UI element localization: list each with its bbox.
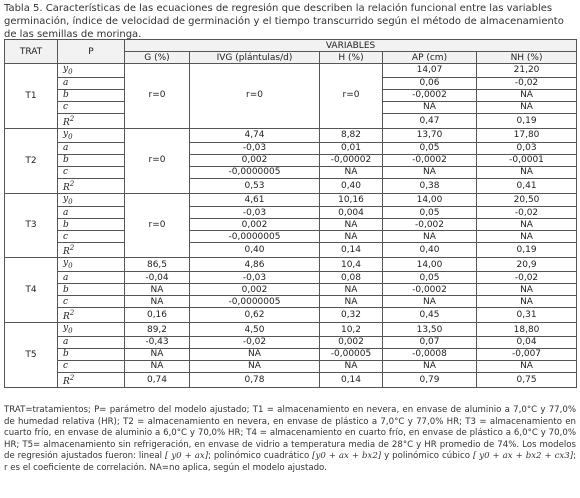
value-cell: 0,53 [190,178,320,193]
value-cell: -0,007 [477,348,577,360]
value-cell [190,113,320,128]
table-row [5,272,577,284]
value-cell: 0,002 [190,154,320,166]
param-cell: b [58,89,125,101]
param-cell: b [58,348,125,360]
value-cell: 0,74 [125,372,190,387]
value-cell: 10,16 [320,193,383,207]
value-cell: NA [477,360,577,372]
value-cell: 0,002 [190,219,320,231]
value-cell [125,178,190,193]
param-cell: c [58,166,125,178]
table-row [5,296,577,308]
value-cell [190,77,320,89]
trat-cell: T4 [5,258,58,323]
table-row [5,166,577,178]
value-cell: -0,0002 [383,154,477,166]
value-cell: NA [190,348,320,360]
table-row [5,77,577,89]
value-cell [125,77,190,89]
value-cell: 14,07 [383,64,477,78]
value-cell: 10,2 [320,323,383,337]
footnote-text-b: ; polinómico cuadrático [208,451,310,462]
value-cell: 0,002 [190,284,320,296]
value-cell: NA [477,166,577,178]
footnote-text-c: y polinómico cúbico [381,451,470,462]
value-cell: NA [383,231,477,243]
value-cell: -0,0008 [383,348,477,360]
value-cell: -0,0002 [383,89,477,101]
param-cell: $y_0$ [58,64,125,78]
table-row [5,284,577,296]
value-cell [190,101,320,113]
value-cell: NA [125,348,190,360]
table-body [5,64,577,388]
value-cell: NA [383,101,477,113]
table-row [5,64,577,78]
value-cell: NA [320,296,383,308]
param-cell: $R^2$ [58,113,125,128]
value-cell [125,101,190,113]
param-cell: c [58,231,125,243]
param-cell: c [58,360,125,372]
param-cell: $y_0$ [58,193,125,207]
param-cell: b [58,154,125,166]
value-cell: 17,80 [477,128,577,142]
value-cell: NA [320,284,383,296]
value-cell: 4,50 [190,323,320,337]
table-row [5,207,577,219]
table-row [5,178,577,193]
value-cell [320,64,383,78]
value-cell: 0,14 [320,243,383,258]
value-cell: 0,03 [477,142,577,154]
param-cell: $R^2$ [58,308,125,323]
header-variables: VARIABLES [125,40,577,52]
value-cell [320,101,383,113]
header-nh: NH (%) [477,52,577,64]
value-cell [125,113,190,128]
table-row [5,360,577,372]
value-cell: 0,07 [383,336,477,348]
table-row [5,308,577,323]
value-cell [125,243,190,258]
value-cell: 0,002 [320,336,383,348]
param-cell: $R^2$ [58,178,125,193]
table-row [5,193,577,207]
param-cell: a [58,207,125,219]
header-ap: AP (cm) [383,52,477,64]
table-row [5,336,577,348]
value-cell [125,193,190,207]
table-row [5,231,577,243]
value-cell: 20,9 [477,258,577,272]
header-p: P [58,40,125,64]
footnote-text-d: ; r es el coeficiente de correlación. NA=no aplica, según el modelo ajustado. [4,451,576,473]
table-row [5,243,577,258]
value-cell: -0,04 [125,272,190,284]
value-cell: -0,0000005 [190,296,320,308]
trat-cell: T5 [5,323,58,388]
value-cell: -0,0001 [477,154,577,166]
table-row [5,89,577,101]
value-cell: NA [190,360,320,372]
value-cell: NA [477,101,577,113]
table-footnote [4,405,576,475]
value-cell: NA [125,296,190,308]
value-cell: 0,79 [383,372,477,387]
value-cell: 0,08 [320,272,383,284]
value-cell: NA [477,296,577,308]
value-cell: -0,0000005 [190,166,320,178]
value-cell: NA [125,360,190,372]
value-cell: -0,02 [477,272,577,284]
value-cell: 0,01 [320,142,383,154]
value-cell [320,77,383,89]
param-cell: c [58,101,125,113]
value-cell: -0,03 [190,207,320,219]
value-cell: 0,75 [477,372,577,387]
value-cell: 20,50 [477,193,577,207]
value-cell: 18,80 [477,323,577,337]
header-trat: TRAT [5,40,58,64]
param-cell: a [58,336,125,348]
value-cell: 0,40 [190,243,320,258]
value-cell: 13,50 [383,323,477,337]
table-row [5,323,577,337]
table-row [5,348,577,360]
value-cell: 0,06 [383,77,477,89]
value-cell: NA [383,360,477,372]
value-cell [125,142,190,154]
value-cell: 0,05 [383,272,477,284]
value-cell: 0,19 [477,113,577,128]
table-row [5,101,577,113]
value-cell: 0,41 [477,178,577,193]
value-cell: 4,74 [190,128,320,142]
table-row [5,219,577,231]
value-cell: -0,03 [190,272,320,284]
value-cell: 0,40 [383,243,477,258]
value-cell: 14,00 [383,258,477,272]
table-row [5,258,577,272]
value-cell: 0,32 [320,308,383,323]
table-row [5,142,577,154]
value-cell: 0,45 [383,308,477,323]
value-cell: NA [320,360,383,372]
value-cell: 0,19 [477,243,577,258]
value-cell: NA [320,219,383,231]
value-cell: 10,4 [320,258,383,272]
value-cell [320,113,383,128]
value-cell: 0,04 [477,336,577,348]
value-cell: 0,14 [320,372,383,387]
table-row [5,372,577,387]
param-cell: a [58,77,125,89]
value-cell: -0,02 [477,207,577,219]
regression-table [4,39,577,388]
value-cell [125,128,190,142]
value-cell: 8,82 [320,128,383,142]
param-cell: b [58,284,125,296]
value-cell: 13,70 [383,128,477,142]
table-caption: Tabla 5. Características de las ecuaciones de regresión que describen la relación funcional entre las variables germinación, índice de velocidad de germinación y el tiempo transcurrido según el método de almacenamiento de las semillas de moringa. [4,3,564,40]
value-cell: NA [320,166,383,178]
trat-cell: T3 [5,193,58,258]
footnote-linear-formula: [ y0 + ax] [165,451,209,462]
param-cell: b [58,219,125,231]
value-cell: NA [477,231,577,243]
header-h: H (%) [320,52,383,64]
value-cell: NA [477,89,577,101]
value-cell [190,64,320,78]
value-cell: NA [320,231,383,243]
value-cell: NA [125,284,190,296]
param-cell: $y_0$ [58,258,125,272]
param-cell: $y_0$ [58,323,125,337]
value-cell: 14,00 [383,193,477,207]
value-cell: 4,61 [190,193,320,207]
value-cell: 0,05 [383,207,477,219]
table-row [5,128,577,142]
value-cell: r=0 [125,219,190,231]
value-cell: NA [477,219,577,231]
value-cell: r=0 [125,154,190,166]
value-cell: -0,00005 [320,348,383,360]
value-cell: 86,5 [125,258,190,272]
value-cell: -0,43 [125,336,190,348]
value-cell: -0,0000005 [190,231,320,243]
value-cell [125,166,190,178]
value-cell: r=0 [320,89,383,101]
value-cell: 0,47 [383,113,477,128]
value-cell: 0,62 [190,308,320,323]
param-cell: a [58,142,125,154]
param-cell: $R^2$ [58,243,125,258]
param-cell: c [58,296,125,308]
param-cell: $R^2$ [58,372,125,387]
param-cell: a [58,272,125,284]
value-cell: 21,20 [477,64,577,78]
value-cell: 0,004 [320,207,383,219]
value-cell: -0,02 [477,77,577,89]
value-cell [125,231,190,243]
value-cell: -0,02 [190,336,320,348]
table-row [5,113,577,128]
value-cell: 0,05 [383,142,477,154]
value-cell: 0,31 [477,308,577,323]
value-cell: 0,38 [383,178,477,193]
value-cell [125,64,190,78]
value-cell: -0,0002 [383,284,477,296]
footnote-text-a: TRAT=tratamientos; P= parámetro del modelo ajustado; T1 = almacenamiento en nevera, en envase de aluminio a 7,0°C y 77,0% de humedad relativa (HR); T2 = almacenamiento en nevera, en envase de plástico a 7,0°C y 77,0% HR; T3 = almacenamiento en cuarto frío, en envase de aluminio a 6,0°C y 70,0% HR; T4 = almacenamiento en cuarto frío, en envase de plástico a 6,0°C y 70,0% HR; T5= almacenamiento sin refrigeración, en envase de vidrio a temperatura media de 28°C y HR promedio de 74%. Los modelos de regresión ajustados fueron: lineal [4,405,576,462]
value-cell: r=0 [125,89,190,101]
header-ivg: IVG (plántulas/d) [190,52,320,64]
footnote-cubic-formula: [ y0 + ax + bx2 + cx3] [472,451,574,462]
trat-cell: T2 [5,128,58,193]
footnote-quadratic-formula: [y0 + ax + bx2] [312,451,382,462]
value-cell: 89,2 [125,323,190,337]
value-cell [125,207,190,219]
table-row [5,154,577,166]
value-cell: 4,86 [190,258,320,272]
value-cell: r=0 [190,89,320,101]
trat-cell: T1 [5,64,58,129]
value-cell: NA [383,296,477,308]
value-cell: 0,78 [190,372,320,387]
value-cell: -0,00002 [320,154,383,166]
value-cell: -0,03 [190,142,320,154]
param-cell: $y_0$ [58,128,125,142]
value-cell: 0,16 [125,308,190,323]
value-cell: NA [383,166,477,178]
value-cell: -0,002 [383,219,477,231]
value-cell: NA [477,284,577,296]
header-g: G (%) [125,52,190,64]
value-cell: 0,40 [320,178,383,193]
